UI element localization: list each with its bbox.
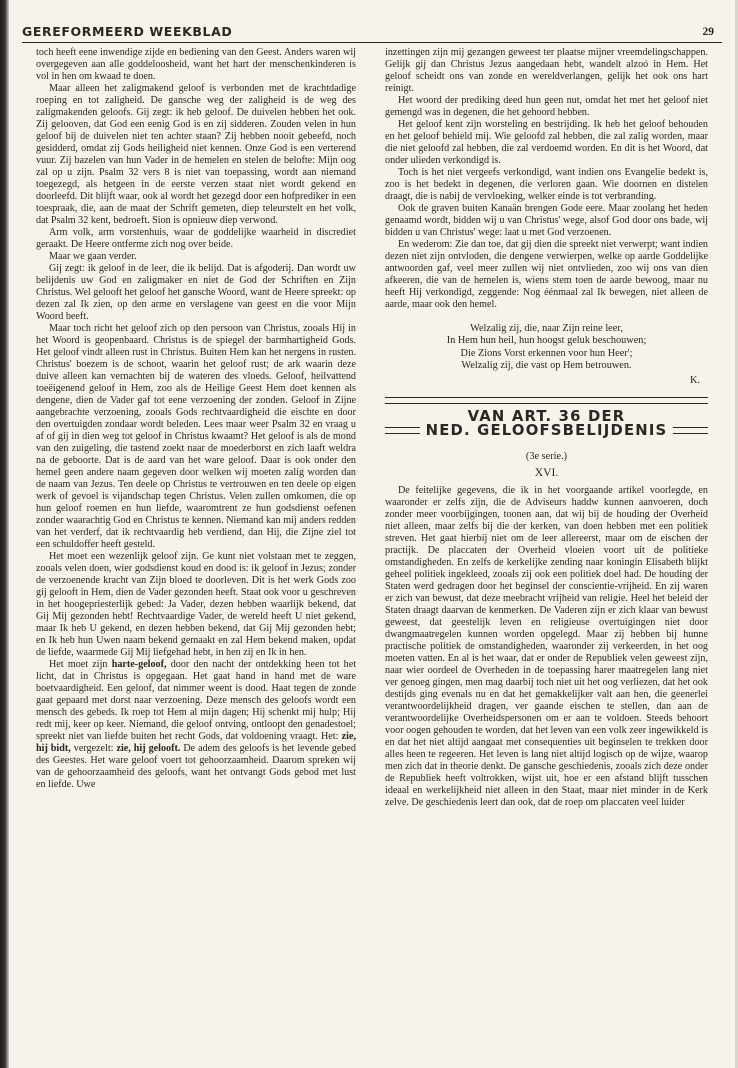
paragraph <box>36 659 356 791</box>
paragraph: inzettingen zijn mij gezangen geweest ter plaatse mijner vreemdelingschappen. Gelijk gij dan Christus Jezus aangedaan hebt, wandelt alzoó in Hem. Het geloof scheidt ons van zonde en wereldverlangen, gelijk het ook ons hart reinigt. <box>385 47 708 94</box>
series-label: (3e serie.) <box>525 450 568 462</box>
paragraph: En wederom: Zie dan toe, dat gij dien die spreekt niet verwerpt; want indien dezen niet zijn ontvloden, die dengene verwierpen, welke op aarde Goddelijke antwoorden gaf, veel meer zullen wij niet ontvlieden, zoo wij ons van dien afkeeren, die van de hemelen is, wiens stem toen de aarde bewoog, maar nu heeft Hij verkondigd, zeggende: Nog éénmaal zal Ik bewegen, niet alleen de aarde, maar ook den hemel. <box>385 239 708 310</box>
double-rule <box>385 397 708 404</box>
poem-line: Die Zions Vorst erkennen voor hun Heer'; <box>460 347 633 359</box>
publication-title: GEREFORMEERD WEEKBLAD <box>22 24 233 39</box>
page-number: 29 <box>702 26 714 38</box>
bold-phrase: zie, hij bidt, <box>36 731 356 754</box>
paragraph: Maar toch richt het geloof zich op den persoon van Christus, zooals Hij in het Woord is geopenbaard. Christus is de spiegel der barmhartigheid Gods. Het geloof vindt alleen rust in Christus. Buiten Hem kan het nergens in rusten. Christus' boezem is de schoot, waarin het geloof rust; de ark waarin deze duive alleen kan vernachten bij de wateren des vloeds. Geloof, heilvattend toeëigenend geloof in Hem, zoo als de Heilige Geest Hem doet kennen als dengene, dien de Vader gaf tot eene verzoening der zonden. Geloof in Zijne aangebrachte verzoening, zooals Gods rechtvaardigheid die eischte en door den overtuigden zondaar wordt beleden. Lees maar weer Psalm 32 en vraag u af of gij in dien weg tot geloof in Christus kwaamt? Het geloof is als de mond van den zuigeling, die tastend zoekt naar de moederborst en zich laaft weldra na de geboorte. Dat is de aard van het ware geloof. Daar is ook onder den hemel geen andere naam gegeven door welken wij moeten zalig worden dan de naam van Jezus. Ten deele op Christus te vertrouwen en ten deele op eigen werk of gevoel is vijandschap tegen Christus. Velen zullen omkomen, die op hun geloof roemen en hun liefde, waaromtrent ze hun godsdienst oefenen zonder waarachtig God en Christus te kennen. Niemand kan mij anders redden van het verderf, dat ik rechtvaardig heb verdiend, dan Hij, die Zijne ziel tot een schuldoffer heeft gesteld. <box>36 323 356 550</box>
right-column <box>385 47 708 809</box>
double-rule <box>385 427 420 434</box>
paragraph: Arm volk, arm vorstenhuis, waar de goddelijke waarheid in discrediet geraakt. De Heere ontferme zich nog over beide. <box>36 227 356 250</box>
bold-phrase: harte-geloof, <box>111 659 167 670</box>
header-rule <box>22 42 722 43</box>
heading-text: VAN ART. 36 DER <box>467 407 626 425</box>
text-run: Het moet zijn <box>49 659 112 670</box>
heading-line <box>385 421 708 439</box>
binding-spine <box>0 0 9 1068</box>
left-column <box>36 47 356 791</box>
paragraph: Het woord der prediking deed hun geen nut, omdat het met het geloof niet gemengd was in degenen, die het gehoord hebben. <box>385 95 708 118</box>
paragraph: Maar we gaan verder. <box>49 251 137 262</box>
poem-line: Welzalig zij, die, naar Zijn reine leer, <box>470 323 623 334</box>
paragraph: Gij zegt: ik geloof in de leer, die ik belijd. Dat is afgoderij. Dan wordt uw belijdenis uw God en zaligmaker en niet de God der Schriften en Zijn Christus. Wel gelooft het geloof het gansche Woord, want de Heere spreekt: op dezen zal Ik zien, op den arme en verslagene van geest en die voor Mijn Woord beeft. <box>36 263 356 322</box>
author-signature: K. <box>689 374 700 386</box>
text-run: De adem des geloofs is het levende gebed des Geestes. Het ware geloof voert tot gehoorzaamheid. Daarom spreken wij van de gehoorzaamheid des geloofs, want het ontvangt Gods gebod met lust en liefde. Uwe <box>36 743 356 790</box>
poem-line: In Hem hun heil, hun hoogst geluk beschouwen; <box>446 335 647 347</box>
paragraph: Toch is het niet vergeefs verkondigd, want indien ons Evangelie bedekt is, zoo is het bedekt in degenen, die verloren gaan. Wie doornen en distelen draagt, die is nabij de vervloeking, welker einde is tot verbranding. <box>385 167 708 202</box>
text-run: door den nacht der ontdekking heen tot het licht, dat in Christus is opgegaan. Het gaat hand in hand met de ware boetvaardigheid. Een geloof, dat nimmer weent is dood. Haat tegen de zonde gaat gepaard met dorst naar verzoening. Deze mensch des geloofs wordt een mensch des gebeds. Ik roep tot Hem al mijn dagen; Hij schenkt mij hulp; Hij redt mij, keer op keer. Niemand, die geloof ontving, ontloopt den genadestoel; spreekt niet van liefde buiten het recht Gods, dat voldoening vraagt. Het: <box>36 659 357 742</box>
double-rule <box>673 427 708 434</box>
paragraph: De feitelijke gegevens, die ik in het voorgaande artikel voorlegde, en waaronder er zelfs zijn, die de Adviseurs haddw kunnen aanvoeren, doch zonder meer voorbijgingen, toonen aan, dat wij bij de houding der Overheid niet alleen, maar zelfs bij die der kerken, van doen hebben met een politiek streven. Het gaat hierbij niet om de leer allereerst, maar om de eischen der practijk. De placcaten der Overheid vloeien voort uit de politieke omstandigheden. En zelfs de kerkelijke zending naar koningin Elisabeth blijkt geheel politiek ingekleed, zooals zij ook een politiek doel had. De houding der Staten werd gedragen door het beginsel der conscientie-vrijheid. En zij waren er zich van bewust, dat deze meebracht vrijheid van religie. Heel het beleid der Staten draagt daarvan de kenmerken. De Vaderen zijn er zich klaar van bewust geweest, dat geestelijk leven en religieuse overtuigingen niet door dwangmaatregelen kunnen worden opgelegd. Maar zij hebben bij hunne practische politiek de omstandigheden, waaronder zij verkeerden, in het oog moeten vatten. En al is het waar, dat er onder de Republiek velen geweest zijn, naar wier oordeel de Overheden in de toepassing harer maatregelen lang niet ver genoeg gingen, men mag daarbij toch niet uit het oog verliezen, dat het ook destijds ging evenals nu en dat het gemakkelijker valt aan hen, die geenerlei verantwoordelijkheid dragen, ver gaande eischen te stellen, dan aan de verantwoordelijke Overheidspersonen om er aan te voldoen. Steeds behoort voor oogen gehouden te worden, dat het leven van een volk zeer ingewikkeld is en dat het niet altijd aangaat met consequenties uit beginselen te trekken door alles heen te regeeren. Het leven is lang niet altijd logisch op de wijze, waarop men zich dat in theorie denkt. De gansche geschiedenis, zooals zich deze onder de Republiek heeft voltrokken, wijst uit, hoe er een afstand blijft tusschen ideaal en werkelijkheid niet alleen in den Staat, maar niet minder in de Kerk zelve. De geschiedenis leert dan ook, dat de roep om placcaten veel luider <box>385 484 708 808</box>
bold-phrase: zie, hij gelooft. <box>116 743 181 754</box>
article-heading <box>385 397 708 437</box>
heading-line <box>385 407 708 425</box>
heading-text: NED. GELOOFSBELIJDENIS <box>425 421 668 439</box>
paragraph: Het geloof kent zijn worsteling en bestrijding. Ik heb het geloof behouden en het geloof behield mij. Wie geloofd zal hebben, die zal zalig worden, maar die niet geloofd zal hebben, die zal verdoemd worden. En dit is het Woord, dat onder ulieden verkondigd is. <box>385 119 708 166</box>
section-number: XVI. <box>534 465 559 479</box>
running-header <box>22 20 722 44</box>
paragraph: toch heeft eene inwendige zijde en bediening van den Geest. Anders waren wij overgegeven aan alle goddeloosheid, want het hart der menschenkinderen is vol in hen om kwaad te doen. <box>36 47 356 82</box>
paragraph: Ook de graven buiten Kanaän brengen Gode eere. Maar zoolang het heden genaamd wordt, bidden wij u van Christus' wege, alsof God door ons bade, wij bidden u van Christus' wege: laat u met God verzoenen. <box>385 203 708 238</box>
poem-line: Welzalig zij, die vast op Hem betrouwen. <box>461 360 632 372</box>
paragraph: Het moet een wezenlijk geloof zijn. Ge kunt niet volstaan met te zeggen, zooals velen doen, wier godsdienst koud en dood is: ik geloof in Jezus; zonder de verzoenende kracht van Zijn bloed te doorleven. Dit is het werk Gods zoo gij gelooft in Hem, dien de Vader gezonden heeft. Staat ook voor u geschreven in het hoogepriesterlijk gebed: Ja Vader, dezen hebben waarlijk bekend, dat Gij Mij gezonden hebt! Rechtvaardige Vader, de wereld heeft U niet gekend, maar Ik heb U gekend, en dezen hebben bekend, dat Gij Mij gezonden hebt; en Ik heb hun Uwen naam bekend gemaakt en zal Hem bekend maken, opdat de liefde, waarmede Gij Mij liefgehad hebt, in hen zij en Ik in hen. <box>36 551 356 658</box>
text-run: vergezelt: <box>70 743 117 754</box>
poem-stanza <box>385 323 708 373</box>
paragraph: Maar alleen het zaligmakend geloof is verbonden met de krachtdadige roeping en tot zaligheid. De gansche weg der zaligheid is de weg des zaligmakenden geloofs. Gij zegt: ik heb geloof. De duivelen hebben het ook. Zij gelooven, dat God een eenig God is en zij sidderen. Zouden velen in hun geloof bij de duivelen niet ten achter staan? Zij hebben nooit gebeefd, noch gesidderd, omdat zij Gods heiligheid niet kennen. Onze God is een verterend vuur. Zij bazelen van hun Vader in de hemelen en stelen de belofte: Mijn oog zal op u zijn. Psalm 32 vers 8 is niet van toepassing, wordt aan niemand toegezegd, als hetgeen in de eerste verzen staat niet wordt gekend en doorleefd. Dit blijft waar, ook al wordt het gezegd door een hofprediker in een toespraak, die, aan de maat der Schrift gemeten, diep teleurstelt en het volk, dat Psalm 32 kent, bedroeft. Sion is opnieuw diep verwond. <box>36 83 356 226</box>
